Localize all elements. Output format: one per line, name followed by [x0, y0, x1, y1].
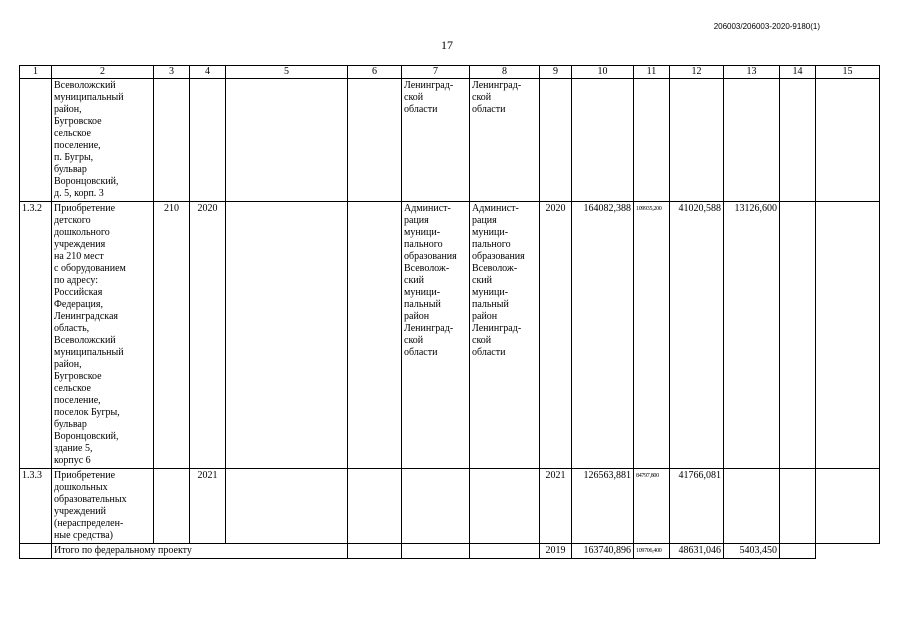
cell-col15: [816, 469, 880, 544]
cell-code: [20, 544, 52, 559]
cell-local: [724, 79, 780, 202]
cell-fin-year: 2021: [540, 469, 572, 544]
cell-col5: [226, 469, 348, 544]
cell-regional: 48631,046: [670, 544, 724, 559]
financing-table: [19, 65, 880, 559]
header-cell: 1: [20, 66, 52, 79]
cell-customer: Админист- рация муници- пального образования Всеволож- ский муници- пальный район Ленинград- ской области: [402, 202, 470, 469]
cell-col14: [780, 544, 816, 559]
cell-fin-year: 2020: [540, 202, 572, 469]
cell-code: 1.3.3: [20, 469, 52, 544]
cell-total: [572, 79, 634, 202]
cell-fin-year: 2019: [540, 544, 572, 559]
header-cell: 4: [190, 66, 226, 79]
cell-col15: [816, 202, 880, 469]
cell-regional: 41020,588: [670, 202, 724, 469]
cell-description: Приобретение детского дошкольного учреждения на 210 мест с оборудованием по адресу: Российская Федерация, Ленинградская область, Всеволожский муниципальный район, Бугровское сельское поселение, поселок Бугры, бульвар Воронцовский, здание 5, корпус 6: [52, 202, 154, 469]
cell-total: 163740,896: [572, 544, 634, 559]
cell-col6: [348, 544, 402, 559]
cell-federal: 109706,400: [634, 544, 670, 559]
cell-code: [20, 79, 52, 202]
cell-fin-year: [540, 79, 572, 202]
cell-description: Всеволожский муниципальный район, Бугровское сельское поселение, п. Бугры, бульвар Воронцовский, д. 5, корп. 3: [52, 79, 154, 202]
cell-total: 126563,881: [572, 469, 634, 544]
cell-developer: Ленинград- ской области: [470, 79, 540, 202]
header-cell: 14: [780, 66, 816, 79]
cell-local: [724, 469, 780, 544]
cell-col15: [816, 79, 880, 202]
header-row: [20, 66, 880, 79]
cell-description: Приобретение дошкольных образовательных учреждений (нераспределен- ные средства): [52, 469, 154, 544]
page-number: 17: [441, 38, 453, 52]
cell-code: 1.3.2: [20, 202, 52, 469]
document-number: 206003/206003-2020-9180(1): [713, 22, 820, 31]
cell-federal: 84797,800: [634, 469, 670, 544]
cell-col5: [226, 79, 348, 202]
header-cell: 8: [470, 66, 540, 79]
header-cell: 11: [634, 66, 670, 79]
cell-col6: [348, 469, 402, 544]
cell-col6: [348, 202, 402, 469]
cell-local: 13126,600: [724, 202, 780, 469]
cell-regional: 41766,081: [670, 469, 724, 544]
cell-developer: [470, 469, 540, 544]
table-row-1-3-3: [20, 469, 880, 544]
cell-total: 164082,388: [572, 202, 634, 469]
cell-capacity: [154, 79, 190, 202]
cell-capacity: [154, 469, 190, 544]
cell-col15-blank: [816, 544, 880, 559]
cell-customer: [402, 469, 470, 544]
cell-col5: [226, 202, 348, 469]
cell-developer: Админист- рация муници- пального образования Всеволож- ский муници- пальный район Ленинград- ской области: [470, 202, 540, 469]
cell-customer: [402, 544, 470, 559]
header-cell: 12: [670, 66, 724, 79]
cell-local: 5403,450: [724, 544, 780, 559]
cell-customer: Ленинград- ской области: [402, 79, 470, 202]
cell-col6: [348, 79, 402, 202]
cell-federal: [634, 79, 670, 202]
cell-federal: 109935,200: [634, 202, 670, 469]
cell-year: [190, 79, 226, 202]
cell-col14: [780, 79, 816, 202]
cell-col14: [780, 202, 816, 469]
header-cell: 5: [226, 66, 348, 79]
table-row-total: [20, 544, 880, 559]
cell-developer: [470, 544, 540, 559]
header-cell: 13: [724, 66, 780, 79]
cell-year: 2020: [190, 202, 226, 469]
header-cell: 9: [540, 66, 572, 79]
header-cell: 10: [572, 66, 634, 79]
table-row-1-3-2: [20, 202, 880, 469]
header-cell: 3: [154, 66, 190, 79]
header-cell: 15: [816, 66, 880, 79]
header-cell: 6: [348, 66, 402, 79]
header-cell: 7: [402, 66, 470, 79]
cell-year: 2021: [190, 469, 226, 544]
cell-total-label: Итого по федеральному проекту: [52, 544, 348, 559]
cell-capacity: 210: [154, 202, 190, 469]
cell-regional: [670, 79, 724, 202]
table-row-continuation: [20, 79, 880, 202]
cell-col14: [780, 469, 816, 544]
header-cell: 2: [52, 66, 154, 79]
